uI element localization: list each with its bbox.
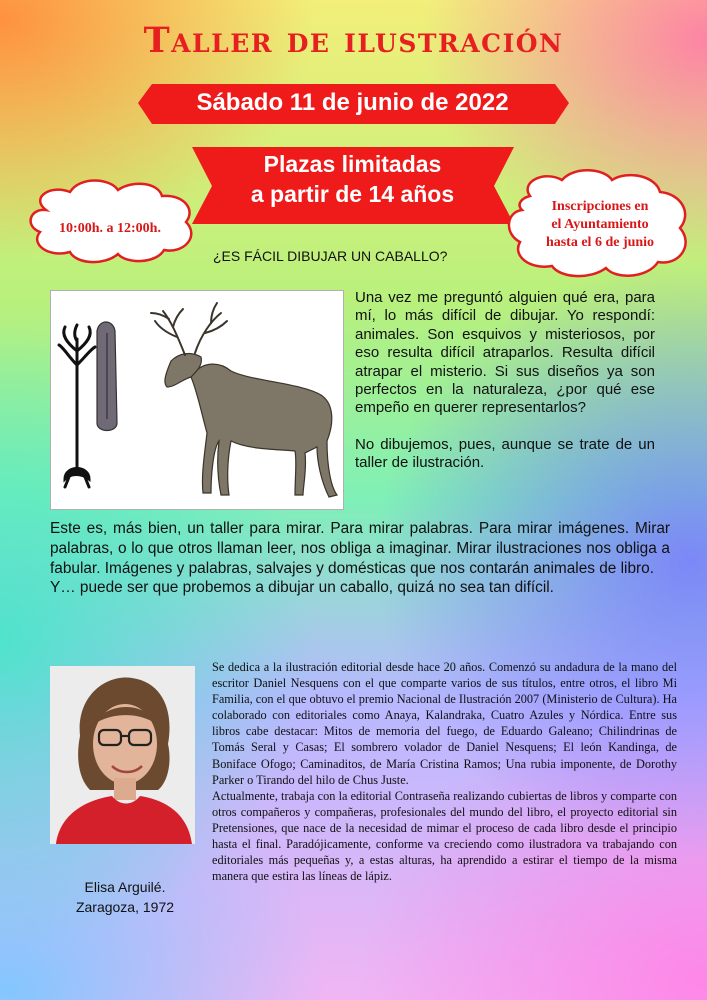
intro-paragraph: No dibujemos, pues, aunque se trate de un taller de ilustración. <box>355 435 655 472</box>
registration-line-3: hasta el 6 de junio <box>545 235 655 250</box>
bio-paragraph: Actualmente, trabaja con la editorial Contraseña realizando cubiertas de libros y comparte con otros compañeros y compañeras, profesionales del mundo del libro, el proyecto editorial sin Pretensiones, que nace de la necesidad de mimar el proceso de cada libro desde el principio hasta el final. Paradójicamente, conforme va creciendo como ilustradora va trabajando con editoriales más pequeñas y, a estas alturas, ha aprendido a estirar el tiempo de la misma manera que estira las líneas de lápiz. <box>212 788 677 884</box>
coat-rack-drawing <box>59 325 95 487</box>
intro-text <box>355 289 655 473</box>
deer-drawing <box>165 354 337 497</box>
registration-line-2: el Ayuntamiento <box>551 217 649 232</box>
places-line-1: Plazas limitadas <box>263 151 442 177</box>
workshop-question: ¿ES FÁCIL DIBUJAR UN CABALLO? <box>213 248 448 264</box>
places-line-2: a partir de 14 años <box>250 181 455 207</box>
workshop-description <box>50 519 670 598</box>
author-caption <box>50 877 200 917</box>
places-banner <box>205 149 500 209</box>
intro-paragraph: Una vez me preguntó alguien qué era, para mí, lo más difícil de dibujar. Yo respondí: animales. Son esquivos y misteriosos, por eso resulta difícil atraparlos. Resulta difícil atrapar el misterio. Si sus diseños ya son perfectos en la naturaleza, ¿por qué ese empeño en querer representarlos? <box>355 289 655 417</box>
date-banner: Sábado 11 de junio de 2022 <box>196 89 509 116</box>
deer-illustration <box>50 290 344 510</box>
author-bio <box>212 659 677 884</box>
antlers-drawing <box>151 303 227 355</box>
description-paragraph: Y… puede ser que probemos a dibujar un caballo, quizá no sea tan difícil. <box>50 579 554 597</box>
author-origin: Zaragoza, 1972 <box>75 899 175 915</box>
bio-paragraph: Se dedica a la ilustración editorial desde hace 20 años. Comenzó su andadura de la mano del escritor Daniel Nesquens con el que comparte varios de sus títulos, entre otros, el libro Mi Familia, con el que obtuvo el premio Nacional de Ilustración 2007 (Ministerio de Cultura). Ha colaborado con editoriales como Anaya, Kalandraka, Cuatro Azules y Nórdica. Entre sus libros cabe destacar: Mitos de memoria del fuego, de Eduardo Galeano; Chilindrinas de Tomás Seral y Casas; El sombrero volador de Daniel Nesquens; El león Kandinga, de Boniface Ofogo; Caminaditos, de María Cristina Ramos; Una rubia imponente, de Dorothy Parker o Tirando del hilo de Chus Juste. <box>212 660 677 787</box>
poster-title: Taller de ilustración <box>143 20 564 61</box>
author-photo <box>50 666 195 844</box>
registration-cloud-text <box>520 198 680 252</box>
time-cloud-text: 10:00h. a 12:00h. <box>59 221 161 236</box>
registration-line-1: Inscripciones en <box>551 199 649 214</box>
description-paragraph: Este es, más bien, un taller para mirar. Para mirar palabras. Para mirar imágenes. Mirar palabras, o lo que otros llaman leer, nos obliga a imaginar. Mirar ilustraciones nos obliga a fabular. Imágenes y palabras, salvajes y domésticas que nos contarán animales de libro. <box>50 520 670 577</box>
author-name: Elisa Arguilé. <box>84 879 166 895</box>
